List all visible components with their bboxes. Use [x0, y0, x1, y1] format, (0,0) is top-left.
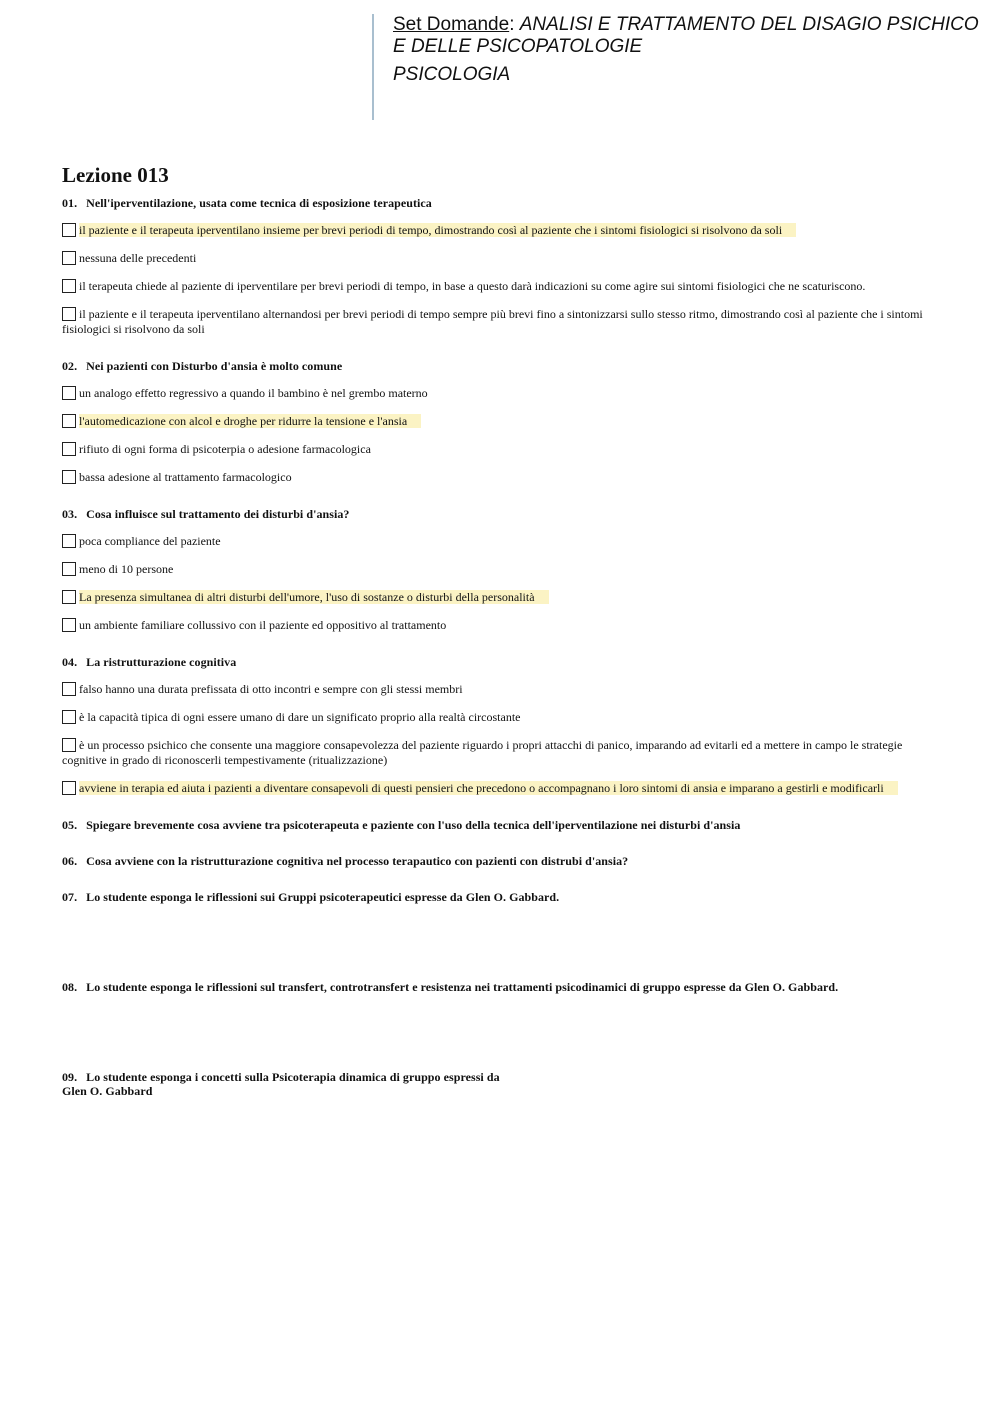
answer-option — [62, 710, 942, 725]
answer-option — [62, 223, 942, 238]
header-divider — [372, 14, 374, 120]
question-title: 05. Spiegare brevemente cosa avviene tra psicoterapeuta e paziente con l'uso della tecnica dell'iperventilazione nei disturbi d'ansia — [62, 818, 741, 832]
answer-option — [62, 251, 942, 266]
question-08 — [62, 980, 942, 994]
answer-option — [62, 534, 942, 549]
answer-text: meno di 10 persone — [79, 562, 174, 576]
question-03 — [62, 507, 942, 633]
question-06 — [62, 854, 942, 868]
checkbox[interactable] — [62, 442, 76, 456]
answer-text: falso hanno una durata prefissata di otto incontri e sempre con gli stessi membri — [79, 682, 463, 696]
answer-option — [62, 590, 942, 605]
answer-option — [62, 738, 942, 768]
course-title: ANALISI E TRATTAMENTO DEL DISAGIO PSICHICO E DELLE PSICOPATOLOGIE — [393, 14, 979, 57]
answer-text: un analogo effetto regressivo a quando il bambino è nel grembo materno — [79, 386, 428, 400]
answer-option — [62, 562, 942, 577]
answer-text: rifiuto di ogni forma di psicoterpia o adesione farmacologica — [79, 442, 371, 456]
question-title: 03. Cosa influisce sul trattamento dei disturbi d'ansia? — [62, 507, 350, 521]
question-02 — [62, 359, 942, 485]
answer-text-highlighted: l'automedicazione con alcol e droghe per ridurre la tensione e l'ansia — [79, 414, 421, 428]
question-01 — [62, 196, 942, 337]
answer-space — [62, 1016, 942, 1070]
question-09 — [62, 1070, 942, 1098]
question-list — [62, 196, 942, 1120]
question-title: 09. Lo studente esponga i concetti sulla Psicoterapia dinamica di gruppo espressi da Glen O. Gabbard — [62, 1070, 500, 1098]
question-title: 08. Lo studente esponga le riflessioni sul transfert, controtransfert e resistenza nei trattamenti psicodinamici di gruppo espresse da Glen O. Gabbard. — [62, 980, 839, 994]
answer-option — [62, 386, 942, 401]
checkbox[interactable] — [62, 682, 76, 696]
question-07 — [62, 890, 942, 904]
document-header — [393, 14, 993, 86]
question-title: 04. La ristrutturazione cognitiva — [62, 655, 237, 669]
answer-text: il paziente e il terapeuta iperventilano alternandosi per brevi periodi di tempo sempre più brevi fino a sintonizzarsi sullo stesso ritmo, dimostrando così al paziente che i sintomi fisiologici si risolvono da soli — [62, 307, 923, 336]
answer-option — [62, 442, 942, 457]
answer-option — [62, 279, 942, 294]
question-title: 07. Lo studente esponga le riflessioni sui Gruppi psicoterapeutici espresse da Glen O. Gabbard. — [62, 890, 560, 904]
checkbox[interactable] — [62, 307, 76, 321]
answer-option — [62, 618, 942, 633]
set-label: Set Domande — [393, 14, 510, 35]
question-04 — [62, 655, 942, 796]
checkbox[interactable] — [62, 386, 76, 400]
answer-text-highlighted: avviene in terapia ed aiuta i pazienti a diventare consapevoli di questi pensieri che precedono o accompagnano i loro sintomi di ansia e imparano a gestirli e modificarli — [79, 781, 898, 795]
question-title: 06. Cosa avviene con la ristrutturazione cognitiva nel processo terapautico con pazienti con distrubi d'ansia? — [62, 854, 629, 868]
checkbox[interactable] — [62, 738, 76, 752]
course-subject: PSICOLOGIA — [393, 64, 511, 85]
checkbox[interactable] — [62, 781, 76, 795]
answer-option — [62, 307, 942, 337]
checkbox[interactable] — [62, 562, 76, 576]
answer-option — [62, 470, 942, 485]
checkbox[interactable] — [62, 251, 76, 265]
question-title: 01. Nell'iperventilazione, usata come tecnica di esposizione terapeutica — [62, 196, 432, 210]
answer-text: è un processo psichico che consente una maggiore consapevolezza del paziente riguardo i propri attacchi di panico, imparando ad evitarli ed a mettere in campo le strategie cognitive in grado di riconoscerli tempestivamente (ritualizzazione) — [62, 738, 903, 767]
question-05 — [62, 818, 942, 832]
set-separator: : — [509, 14, 515, 35]
answer-option — [62, 682, 942, 697]
checkbox[interactable] — [62, 223, 76, 237]
checkbox[interactable] — [62, 470, 76, 484]
checkbox[interactable] — [62, 618, 76, 632]
checkbox[interactable] — [62, 414, 76, 428]
checkbox[interactable] — [62, 710, 76, 724]
checkbox[interactable] — [62, 279, 76, 293]
answer-space — [62, 926, 942, 980]
answer-text: poca compliance del paziente — [79, 534, 221, 548]
lesson-title: Lezione 013 — [62, 163, 169, 187]
answer-text-highlighted: La presenza simultanea di altri disturbi dell'umore, l'uso di sostanze o disturbi della personalità — [79, 590, 549, 604]
answer-text: il terapeuta chiede al paziente di iperventilare per brevi periodi di tempo, in base a questo darà indicazioni su come agire sui sintomi fisiologici che ne scaturiscono. — [79, 279, 866, 293]
checkbox[interactable] — [62, 534, 76, 548]
answer-text: un ambiente familiare collussivo con il paziente ed oppositivo al trattamento — [79, 618, 447, 632]
answer-text: nessuna delle precedenti — [79, 251, 197, 265]
checkbox[interactable] — [62, 590, 76, 604]
answer-option — [62, 781, 942, 796]
question-title: 02. Nei pazienti con Disturbo d'ansia è molto comune — [62, 359, 343, 373]
answer-option — [62, 414, 942, 429]
answer-text: è la capacità tipica di ogni essere umano di dare un significato proprio alla realtà circostante — [79, 710, 521, 724]
answer-text: bassa adesione al trattamento farmacologico — [79, 470, 292, 484]
answer-text-highlighted: il paziente e il terapeuta iperventilano insieme per brevi periodi di tempo, dimostrando così al paziente che i sintomi fisiologici si risolvono da soli — [79, 223, 796, 237]
